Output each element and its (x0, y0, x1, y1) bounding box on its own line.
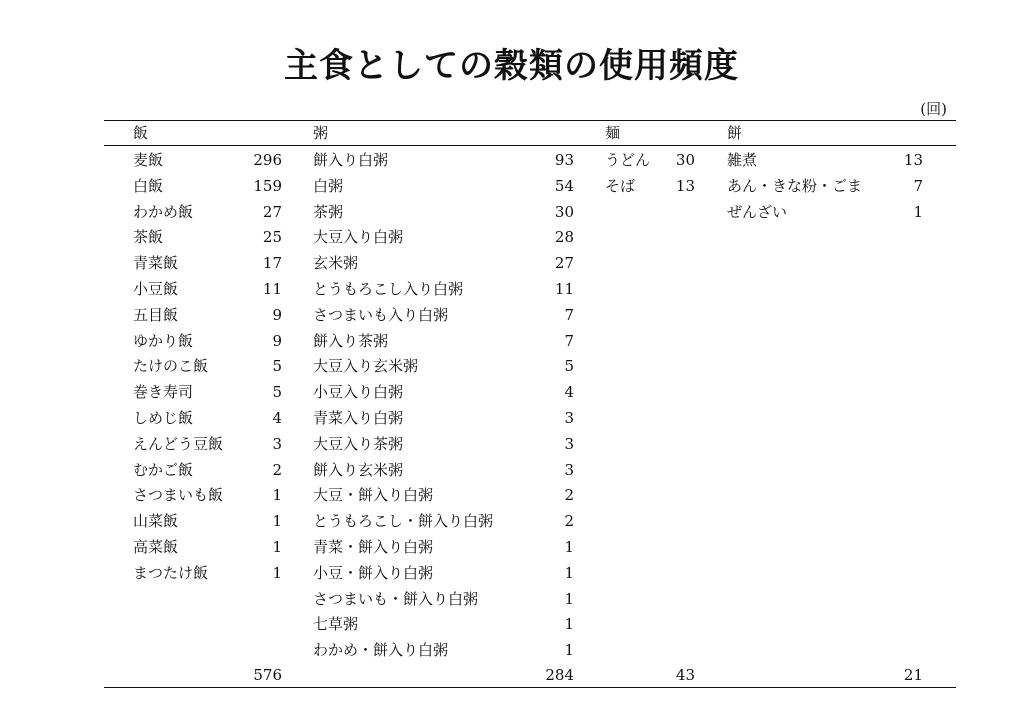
item-name: 茶飯 (133, 228, 164, 247)
item-name: 餅入り白粥 (313, 151, 389, 169)
item-count: 11 (262, 279, 282, 298)
column-header-kayu: 粥 (313, 124, 329, 142)
item-count: 54 (554, 176, 574, 195)
table-row (133, 432, 282, 458)
item-count: 25 (262, 228, 282, 247)
table-row (313, 561, 574, 587)
item-count: 5 (564, 357, 574, 376)
item-name: あん・きな粉・ごま (727, 176, 863, 195)
item-count: 1 (272, 537, 282, 556)
table-row (133, 174, 282, 200)
item-name: むかご飯 (133, 460, 194, 479)
table-row (133, 380, 282, 406)
item-name: 青菜飯 (133, 254, 179, 273)
item-count: 1 (913, 202, 923, 221)
item-count: 27 (262, 202, 282, 221)
item-count: 13 (903, 151, 923, 169)
item-name: わかめ・餅入り白粥 (313, 641, 449, 660)
item-name: とうもろこし入り白粥 (313, 279, 464, 298)
item-count: 17 (262, 254, 282, 273)
table-row (313, 432, 574, 458)
item-count: 3 (564, 408, 574, 427)
item-name: たけのこ飯 (133, 357, 209, 376)
column-rice (133, 148, 282, 587)
item-name: 餅入り玄米粥 (313, 460, 404, 479)
table-row (133, 148, 282, 174)
item-count: 296 (253, 151, 282, 169)
table-row (313, 148, 574, 174)
item-name: まつたけ飯 (133, 563, 209, 582)
table-row (133, 303, 282, 329)
item-name: 小豆・餅入り白粥 (313, 563, 434, 582)
table-row (313, 458, 574, 484)
table-row (313, 303, 574, 329)
item-name: ゆかり飯 (133, 331, 194, 350)
item-name: 白飯 (133, 176, 164, 195)
total-mochi: 21 (903, 666, 923, 684)
item-count: 7 (564, 331, 574, 350)
item-count: 1 (564, 589, 574, 608)
item-count: 3 (564, 460, 574, 479)
column-header-rice: 飯 (133, 124, 149, 142)
unit-label: (回) (920, 100, 947, 118)
item-name: 大豆・餅入り白粥 (313, 486, 434, 505)
column-header-noodle: 麺 (605, 124, 621, 142)
item-count: 9 (272, 305, 282, 324)
table-row (313, 509, 574, 535)
item-count: 9 (272, 331, 282, 350)
table-row (727, 200, 923, 226)
column-noodle (605, 148, 695, 200)
table-row (313, 483, 574, 509)
item-count: 4 (564, 383, 574, 402)
total-kayu: 284 (545, 666, 574, 684)
item-name: 大豆入り玄米粥 (313, 357, 419, 376)
item-count: 5 (272, 357, 282, 376)
item-count: 2 (564, 512, 574, 531)
item-name: さつまいも飯 (133, 486, 224, 505)
total-noodle: 43 (675, 666, 695, 684)
table-row (313, 200, 574, 226)
item-count: 2 (564, 486, 574, 505)
item-count: 7 (564, 305, 574, 324)
table-row (133, 483, 282, 509)
item-name: そば (605, 176, 636, 195)
item-name: 茶粥 (313, 202, 344, 221)
item-count: 30 (554, 202, 574, 221)
item-name: 高菜飯 (133, 537, 179, 556)
item-count: 1 (564, 537, 574, 556)
item-count: 3 (564, 434, 574, 453)
item-name: さつまいも入り白粥 (313, 305, 449, 324)
table-row (133, 535, 282, 561)
item-count: 1 (272, 563, 282, 582)
page-title: 主食としての穀類の使用頻度 (284, 46, 739, 86)
item-name: 白粥 (313, 176, 344, 195)
table-row (133, 329, 282, 355)
table-bottom-rule (104, 687, 956, 688)
table-row (133, 200, 282, 226)
table-row (605, 174, 695, 200)
item-name: しめじ飯 (133, 408, 194, 427)
table-row (313, 329, 574, 355)
table-row (133, 225, 282, 251)
item-count: 159 (253, 176, 282, 195)
item-count: 1 (564, 563, 574, 582)
item-count: 4 (272, 408, 282, 427)
table-row (727, 174, 923, 200)
table-row (605, 148, 695, 174)
table-row (313, 587, 574, 613)
table-row (133, 561, 282, 587)
item-count: 5 (272, 383, 282, 402)
item-name: 麦飯 (133, 151, 164, 169)
total-rice: 576 (253, 666, 282, 684)
item-count: 93 (554, 151, 574, 169)
item-count: 13 (675, 176, 695, 195)
table-row (133, 509, 282, 535)
table-row (313, 535, 574, 561)
item-name: 七草粥 (313, 615, 359, 634)
table-row (133, 354, 282, 380)
item-name: 巻き寿司 (133, 383, 194, 402)
table-row (313, 406, 574, 432)
column-kayu (313, 148, 574, 664)
table-row (313, 225, 574, 251)
column-header-mochi: 餅 (727, 124, 743, 142)
item-count: 3 (272, 434, 282, 453)
table-row (133, 251, 282, 277)
item-count: 11 (554, 279, 574, 298)
item-name: えんどう豆飯 (133, 434, 224, 453)
table-row (313, 638, 574, 664)
item-name: わかめ飯 (133, 202, 194, 221)
table-row (133, 458, 282, 484)
item-count: 7 (913, 176, 923, 195)
table-row (313, 380, 574, 406)
table-row (313, 612, 574, 638)
item-count: 30 (675, 151, 695, 169)
item-name: 五目飯 (133, 305, 179, 324)
item-name: 小豆飯 (133, 279, 179, 298)
item-count: 28 (554, 228, 574, 247)
item-count: 27 (554, 254, 574, 273)
table-row (313, 277, 574, 303)
item-name: さつまいも・餅入り白粥 (313, 589, 479, 608)
item-name: 小豆入り白粥 (313, 383, 404, 402)
table-row (313, 354, 574, 380)
table-header-rule (104, 145, 956, 146)
item-name: ぜんざい (727, 202, 788, 221)
item-name: とうもろこし・餅入り白粥 (313, 512, 494, 531)
item-name: 玄米粥 (313, 254, 359, 273)
item-count: 1 (272, 486, 282, 505)
item-count: 1 (272, 512, 282, 531)
table-top-rule (104, 120, 956, 121)
item-name: 青菜・餅入り白粥 (313, 537, 434, 556)
item-count: 1 (564, 641, 574, 660)
item-name: うどん (605, 151, 651, 169)
table-row (313, 174, 574, 200)
table-row (133, 406, 282, 432)
item-name: 山菜飯 (133, 512, 179, 531)
item-name: 餅入り茶粥 (313, 331, 389, 350)
table-row (727, 148, 923, 174)
item-name: 大豆入り茶粥 (313, 434, 404, 453)
item-name: 青菜入り白粥 (313, 408, 404, 427)
item-count: 1 (564, 615, 574, 634)
item-name: 大豆入り白粥 (313, 228, 404, 247)
table-row (133, 277, 282, 303)
item-count: 2 (272, 460, 282, 479)
item-name: 雑煮 (727, 151, 758, 169)
column-mochi (727, 148, 923, 225)
table-row (313, 251, 574, 277)
